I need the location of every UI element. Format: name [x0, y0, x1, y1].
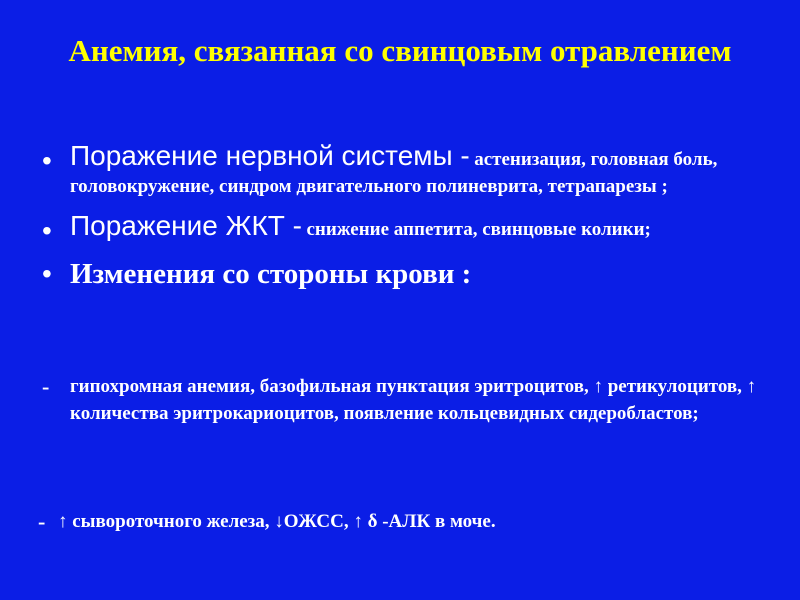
dash-marker: - [42, 374, 50, 399]
bullet-text [70, 210, 772, 244]
slide-title: Анемия, связанная со свинцовым отравлением [68, 33, 732, 68]
bullet-lead: Поражение нервной системы - [70, 140, 470, 171]
bullet-detail: снижение аппетита, свинцовые колики; [306, 219, 651, 240]
bullet-blood-changes [42, 256, 772, 292]
bullet-marker: • [42, 215, 52, 246]
bullet-text [70, 140, 772, 201]
bullet-nervous-system [42, 140, 772, 201]
bullet-gi-tract [42, 210, 772, 246]
subitem-text: ↑ сывороточного железа, ↓ОЖСС, ↑ δ -АЛК в моче. [58, 511, 496, 532]
bullet-marker: • [42, 258, 52, 289]
bullet-marker: • [42, 145, 52, 176]
subitem-text: гипохромная анемия, базофильная пунктация эритроцитов, ↑ ретикулоцитов, ↑ количества эритрокариоцитов, появление кольцевидных сидеробластов; [70, 376, 757, 424]
bullet-lead: Изменения со стороны крови : [70, 258, 472, 290]
bullet-list [42, 140, 772, 304]
subitem-iron-lab [38, 508, 778, 535]
bullet-detail: астенизация, головная боль, головокружение, синдром двигательного полиневрита, тетрапарезы ; [70, 149, 718, 197]
subitem-blood-picture [42, 373, 782, 427]
bullet-lead: Поражение ЖКТ - [70, 210, 302, 241]
dash-marker: - [38, 509, 46, 534]
